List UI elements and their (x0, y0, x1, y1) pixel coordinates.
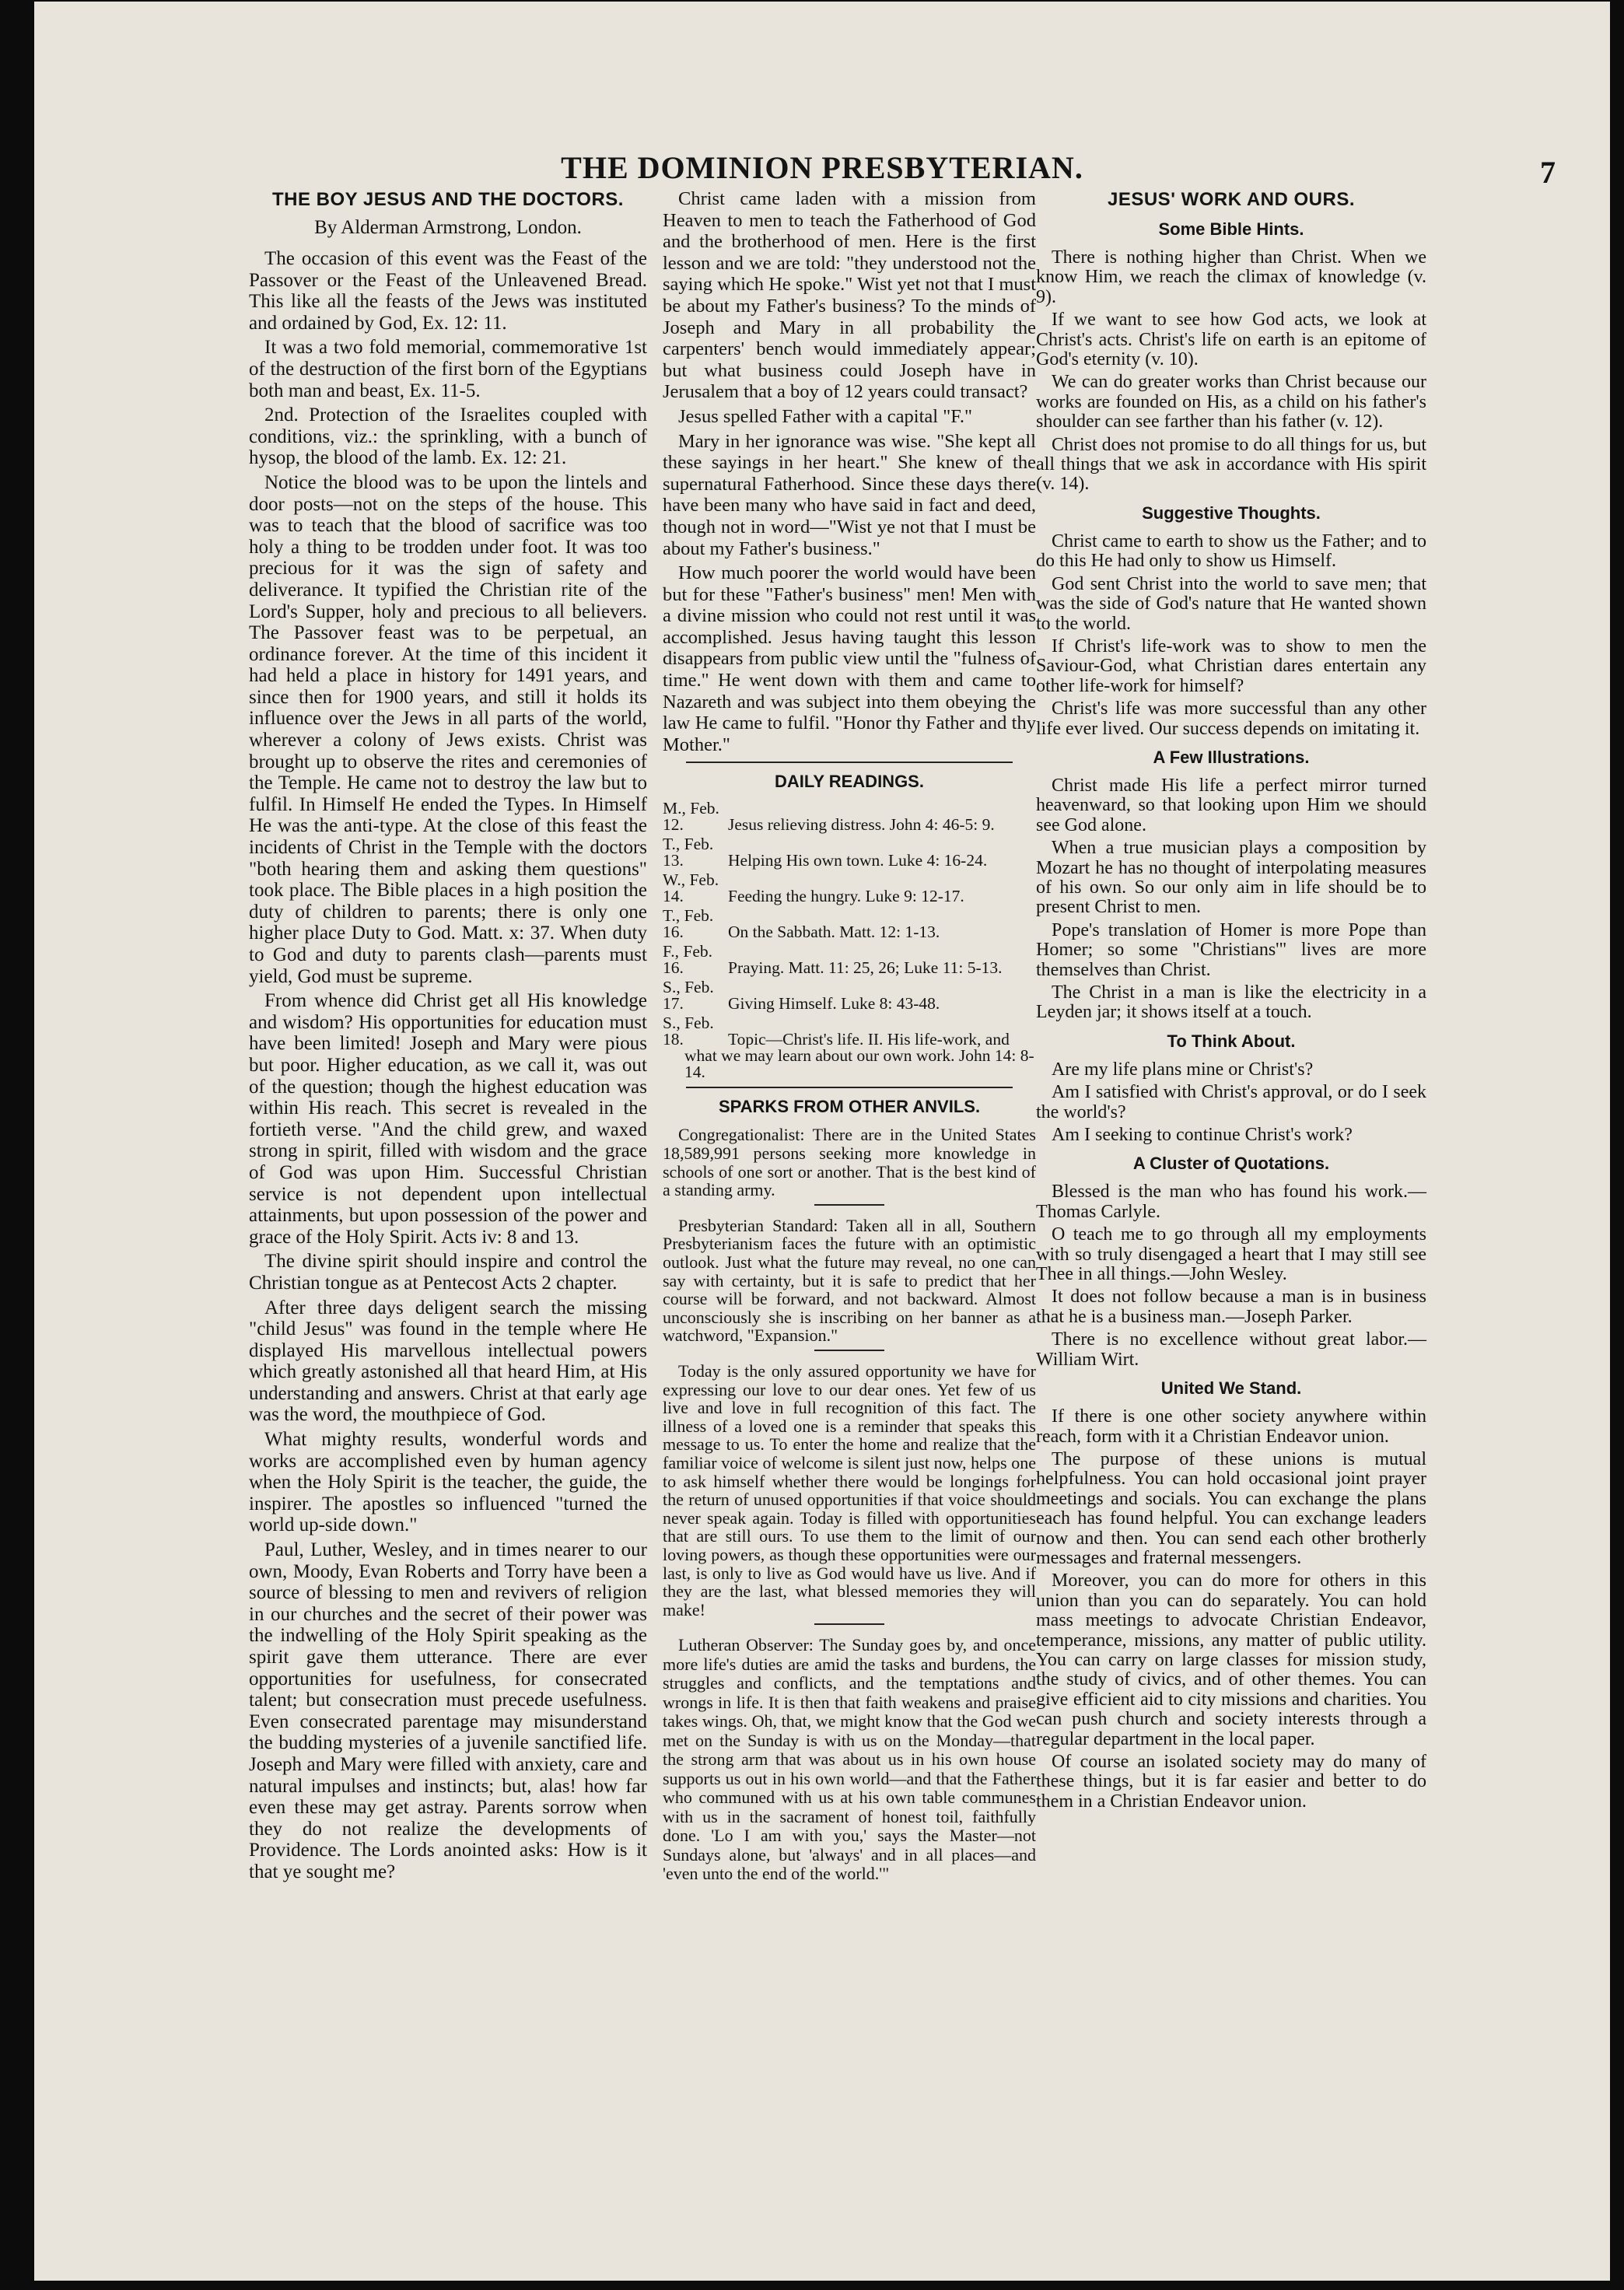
paragraph: It does not follow because a man is in business that he is a business man.—Joseph Parker. (1036, 1287, 1426, 1327)
paragraph: Paul, Luther, Wesley, and in times nearer to our own, Moody, Evan Roberts and Torry have been a source of blessing to men and revivers of religion in our churches and the secret of their power was the indwelling of the Holy Spirit speaking as the spirit gave them utterance. There are ever opportunities for usefulness, for consecrated talent; but consecration must precede usefulness. Even consecrated parentage may misunderstand the budding mysteries of a juvenile sanctified life. Joseph and Mary were filled with anxiety, care and natural impulses and instincts; but, alas! how far even these may get astray. Parents sorrow when they do not realize the developments of Providence. The Lords anointed asks: How is it that ye sought me? (249, 1539, 647, 1882)
paragraph: If there is one other society anywhere within reach, form with it a Christian Endeavor union. (1036, 1406, 1426, 1447)
list-item (663, 1015, 1036, 1080)
reading-date: T., Feb. 13. (663, 835, 714, 870)
paragraph: Moreover, you can do more for others in this union than you can do separately. You can hold mass meetings to advocate Christian Endeavor, temperance, missions, any matter of public utility. You can carry on large classes for mission study, the study of civics, and of other themes. You can give efficient aid to city missions and charities. You can push church and society interests through a regular department in the local paper. (1036, 1570, 1426, 1749)
paragraph: Mary in her ignorance was wise. "She kept all these sayings in her heart." She knew of the supernatural Fatherhood. Since these days there have been many who have said in fact and deed, though not in word—"Wist ye not that I must be about my Father's business." (663, 430, 1036, 559)
list-item (663, 944, 1036, 976)
byline: By Alderman Armstrong, London. (314, 217, 582, 238)
column-2 (663, 188, 1036, 1887)
reading-date: F., Feb. 16. (663, 942, 712, 978)
section-heading: A Few Illustrations. (1153, 747, 1310, 767)
section-heading: Suggestive Thoughts. (1142, 502, 1321, 523)
list-item (663, 836, 1036, 869)
paragraph: What mighty results, wonderful words and works are accomplished even by human agency when the Holy Spirit is the teacher, the guide, the inspirer. The apostles so influenced "turned the world up-side down." (249, 1429, 647, 1536)
daily-readings-list (663, 800, 1036, 1080)
paragraph: Notice the blood was to be upon the lintels and door posts—not on the steps of the house. This was to teach that the blood of sacrifice was too holy a thing to be trodden under foot. It was too precious for it was the sign of safety and deliverance. It typified the Christian rite of the Lord's Supper, holy and precious to all believers. The Passover feast was to be perpetual, an ordinance forever. At the time of this incident it had held a place in history for 1491 years, and since then for 1900 years, and still it holds its influence over the Jews in all parts of the world, wherever a colony of Jews exists. Christ was brought up to observe the rites and ceremonies of the Temple. He came not to destroy the law but to fulfil. In Himself He ended the Types. In Himself He was the anti-type. At the close of this feast the incidents of Christ in the Temple with the doctors "both hearing them and asking them questions" took place. The Bible places in a high position the duty of children to parents; there is only one higher place Duty to God. Matt. x: 37. When duty to God and duty to parents clash—parents must yield, God must be supreme. (249, 471, 647, 987)
paragraph: Christ does not promise to do all things for us, but all things that we ask in accordance with His spirit (v. 14). (1036, 434, 1426, 495)
paragraph: God sent Christ into the world to save men; that was the side of God's nature that He wanted shown to the world. (1036, 573, 1426, 634)
page-number: 7 (1540, 155, 1556, 190)
divider (686, 1087, 1013, 1088)
paragraph: Pope's translation of Homer is more Pope than Homer; so some "Christians'" lives are more themselves than Christ. (1036, 919, 1426, 980)
reading-date: S., Feb. 18. (663, 1014, 714, 1049)
reading-date: T., Feb. 16. (663, 906, 714, 942)
paragraph: Of course an isolated society may do many of these things, but it is far easier and better to do them in a Christian Endeavor union. (1036, 1752, 1426, 1812)
newspaper-page (34, 2, 1610, 2281)
divider (814, 1350, 884, 1351)
paragraph: Presbyterian Standard: Taken all in all, Southern Presbyterianism faces the future with an optimistic outlook. Just what the future may reveal, no one can say with certainty, but it is safe to predict that her course will be forward, and not backward. Almost unconsciously she is inscribing on her banner as a watchword, "Expansion." (663, 1215, 1036, 1346)
paragraph: There is nothing higher than Christ. When we know Him, we reach the climax of knowledge (v. 9). (1036, 247, 1426, 307)
list-item (663, 979, 1036, 1012)
paragraph: The purpose of these unions is mutual helpfulness. You can hold occasional joint prayer meetings and socials. You can exchange the plans each has found helpful. You can exchange leaders now and then. You can send each other brotherly messages and fraternal messengers. (1036, 1448, 1426, 1568)
paragraph: There is no excellence without great labor.—William Wirt. (1036, 1329, 1426, 1370)
paragraph: 2nd. Protection of the Israelites coupled with conditions, viz.: the sprinkling, with a bunch of hysop, the blood of the lamb. Ex. 12: 21. (249, 404, 647, 469)
column-1 (249, 188, 647, 1886)
reading-text: Topic—Christ's life. II. His life-work, and what we may learn about our own work. John 14: 8-14. (684, 1030, 1034, 1082)
reading-text: Feeding the hungry. Luke 9: 12-17. (728, 887, 964, 906)
section-heading: A Cluster of Quotations. (1132, 1154, 1330, 1174)
paragraph: After three days deligent search the missing "child Jesus" was found in the temple where He displayed His marvellous intellectual powers which greatly astonished all that heard Him, at His understanding and answers. Christ at that early age was the word, the mouthpiece of God. (249, 1297, 647, 1426)
paragraph: Christ's life was more successful than any other life ever lived. Our success depends on imitating it. (1036, 699, 1426, 739)
reading-date: W., Feb. 14. (663, 870, 719, 906)
paragraph: If Christ's life-work was to show to men the Saviour-God, what Christian dares entertain any other life-work for himself? (1036, 636, 1426, 696)
paragraph: Are my life plans mine or Christ's? (1052, 1059, 1314, 1080)
paragraph: Jesus spelled Father with a capital "F." (678, 405, 972, 427)
paragraph: Am I satisfied with Christ's approval, or do I seek the world's? (1036, 1082, 1426, 1122)
reading-date: M., Feb. 12. (663, 799, 719, 835)
reading-date: S., Feb. 17. (663, 978, 714, 1014)
article-title: THE BOY JESUS AND THE DOCTORS. (272, 189, 624, 210)
paragraph: The divine spirit should inspire and control the Christian tongue as at Pentecost Acts 2 chapter. (249, 1251, 647, 1294)
divider (814, 1623, 884, 1625)
divider (814, 1204, 884, 1206)
paragraph: Lutheran Observer: The Sunday goes by, and once more life's duties are amid the tasks and burdens, the struggles and conflicts, and the temptations and wrongs in life. It is then that faith weakens and praise takes wings. Oh, that, we might know that the God we met on the Sunday is with us on the Monday—that the strong arm that was about us in his own house supports us out in his own world—and that the Father who communed with us at his own table communes with us in the sacrament of honest toil, faithfully done. 'Lo I am with you,' says the Master—not Sundays alone, but 'always' and in all places—and 'even unto the end of the world.'" (663, 1635, 1036, 1884)
paragraph: Today is the only assured opportunity we have for expressing our love to our dear ones. Yet few of us live and love in full recognition of this fact. The illness of a loved one is a reminder that speaks this message to us. To enter the home and realize that the familiar voice of welcome is silent just now, helps one to ask himself whether there would be longings for the return of unused opportunities if that voice should never speak again. Today is filled with opportunities that are still ours. To use them to the limit of our loving powers, as though these opportunities were our last, is only to live as God would have us live. And if they are the last, what blessed memories they will make! (663, 1360, 1036, 1619)
reading-text: On the Sabbath. Matt. 12: 1-13. (728, 923, 940, 942)
paragraph: O teach me to go through all my employments with so truly disengaged a heart that I may still see Thee in all things.—John Wesley. (1036, 1224, 1426, 1285)
paragraph: How much poorer the world would have been but for these "Father's business" men! Men with a divine mission who could not rest until it was accomplished. Jesus having taught this lesson disappears from public view until the "fulness of time." He went down with them and came to Nazareth and was subject into them obeying the law He came to fulfil. "Honor thy Father and thy Mother." (663, 562, 1036, 755)
sparks-block (663, 1636, 1036, 1884)
paragraph: Christ came laden with a mission from Heaven to men to teach the Fatherhood of God and the brotherhood of men. Here is the first lesson and we are told: "they understood not the saying which He spoke." Wist yet not that I must be about my Father's business? To the minds of Joseph and Mary in all probability the carpenters' bench would immediately appear; but what business could Joseph have in Jerusalem that a boy of 12 years could transact? (663, 188, 1036, 403)
reading-text: Praying. Matt. 11: 25, 26; Luke 11: 5-13. (728, 958, 1003, 978)
reading-text: Giving Himself. Luke 8: 43-48. (728, 994, 940, 1014)
article-title: JESUS' WORK AND OURS. (1107, 189, 1355, 210)
masthead: THE DOMINION PRESBYTERIAN. (561, 150, 1083, 185)
section-heading: To Think About. (1167, 1031, 1296, 1051)
paragraph: If we want to see how God acts, we look at Christ's acts. Christ's life on earth is an epitome of God's eternity (v. 10). (1036, 310, 1426, 370)
divider (686, 762, 1013, 763)
section-heading: SPARKS FROM OTHER ANVILS. (718, 1097, 981, 1117)
section-heading: Some Bible Hints. (1158, 219, 1304, 239)
paragraph: Christ came to earth to show us the Father; and to do this He had only to show us Himself. (1036, 530, 1426, 572)
list-item (663, 872, 1036, 905)
list-item (663, 908, 1036, 940)
reading-text: Jesus relieving distress. John 4: 46-5: 9. (728, 815, 995, 835)
paragraph: Blessed is the man who has found his work.—Thomas Carlyle. (1036, 1182, 1426, 1222)
paragraph: The occasion of this event was the Feast of the Passover or the Feast of the Unleavened Bread. This like all the feasts of the Jews was instituted and ordained by God, Ex. 12: 11. (249, 248, 647, 334)
reading-text: Helping His own town. Luke 4: 16-24. (728, 851, 988, 870)
paragraph: We can do greater works than Christ because our works are founded on His, as a child on his father's shoulder can see farther than his father (v. 12). (1036, 372, 1426, 432)
paragraph: Am I seeking to continue Christ's work? (1052, 1125, 1353, 1146)
paragraph: The Christ in a man is like the electricity in a Leyden jar; it shows itself at a touch. (1036, 982, 1426, 1023)
paragraph: It was a two fold memorial, commemorative 1st of the destruction of the first born of the Egyptians both man and beast, Ex. 11-5. (249, 337, 647, 401)
list-item (663, 800, 1036, 833)
paragraph: Christ made His life a perfect mirror turned heavenward, so that looking upon Him we should see God alone. (1036, 775, 1426, 835)
sparks-block (663, 1126, 1036, 1625)
section-heading: DAILY READINGS. (775, 772, 924, 792)
paragraph: From whence did Christ get all His knowledge and wisdom? His opportunities for education must have been limited! Joseph and Mary were pious but poor. Higher education, as we call it, was out of the question; though the highest education was within His reach. This secret is revealed in the fortieth verse. "And the child grew, and waxed strong in spirit, filled with wisdom and the grace of God was upon Him. Successful Christian service is not dependent upon intellectual attainments, but upon possession of the power and grace of the Holy Spirit. Acts iv: 8 and 13. (249, 990, 647, 1248)
paragraph: When a true musician plays a composition by Mozart he has no thought of interpolating measures of his own. So our only aim in life should be to present Christ to men. (1036, 838, 1426, 918)
column-3 (1036, 188, 1426, 1815)
paragraph: Congregationalist: There are in the United States 18,589,991 persons seeking more knowledge in schools of one sort or another. That is the best kind of a standing army. (663, 1125, 1036, 1200)
section-heading: United We Stand. (1160, 1378, 1302, 1399)
